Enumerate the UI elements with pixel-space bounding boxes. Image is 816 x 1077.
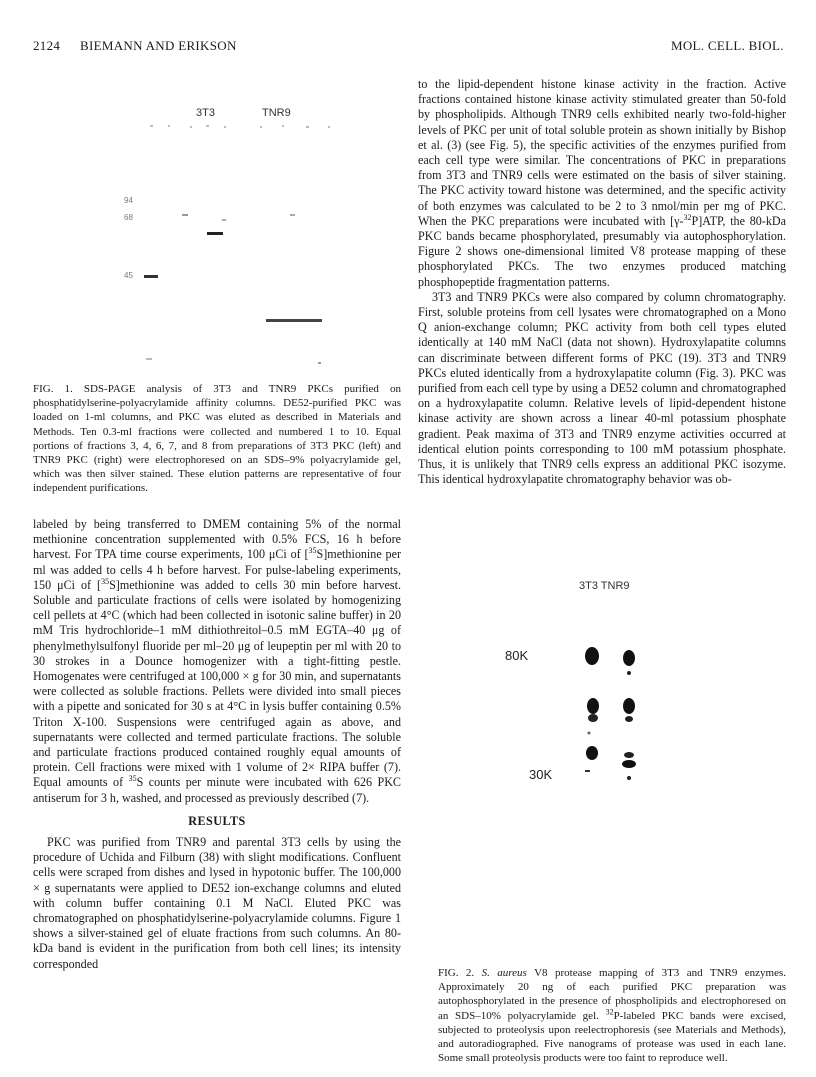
running-authors: BIEMANN AND ERIKSON <box>80 38 237 53</box>
fig2-spot-tnr9-80k <box>623 650 635 666</box>
figure-1-gel-image <box>110 100 410 370</box>
superscript: 35 <box>128 774 137 784</box>
fig2-spot-3t3-80k <box>585 647 599 665</box>
text-run: P]ATP, the 80-kDa PKC bands became phosphorylated, presumably via autophosphorylation. Figure 2 shows one-dimensional limited V8 protease mapping of these phosphorylated PKCs. The two enzymes produced matching phosphopeptide fragmentation patterns. <box>418 213 786 289</box>
fig1-band-faint <box>290 214 295 216</box>
figure-1-caption <box>33 382 401 496</box>
left-column <box>33 517 401 972</box>
right-paragraph-2: 3T3 and TNR9 PKCs were also compared by column chromatography. First, soluble proteins from cell lysates were chromatographed on a Mono Q anion-exchange column; PKC activity from both cell types eluted identically at 140 mM NaCl (data not shown). Hydroxylapatite columns can discriminate between different forms of PKC (19). 3T3 and TNR9 PKCs eluted identically from a hydroxylapatite column (Fig. 3). PKC was purified from each cell type by using a DE52 column and chromatographed on a hydroxylapatite column. Relative levels of lipid-dependent histone kinase activity are shown across a linear 40-ml potassium phosphate gradient. Peak maxima of 3T3 and TNR9 enzyme activities occurred at identical elution points corresponding to 100 mM potassium phosphate. Thus, it is unlikely that TNR9 cells express an additional PKC isozyme. This identical hydroxylapatite chromatography behavior was ob- <box>418 289 786 487</box>
fig2-marker-30k: 30K <box>529 767 553 782</box>
fig2-spot-tnr9-mid <box>623 698 635 714</box>
left-paragraph-methods <box>33 517 401 806</box>
figure-2-caption <box>438 966 786 1065</box>
fig2-lane-labels: 3T3 TNR9 <box>579 580 630 592</box>
fig2-spot-tnr9-low <box>624 752 634 758</box>
superscript: 32 <box>683 212 692 222</box>
fig2-speck <box>588 732 591 735</box>
fig2-spot-tnr9-dot <box>627 671 631 675</box>
fig1-band-faint <box>222 219 226 221</box>
right-column <box>418 77 786 487</box>
caption-run: V8 protease mapping of 3T3 and TNR9 enzymes. Approximately 20 ng of each purified PKC preparation was autophosphorylated in the presence of phospholipids and electrophoresed on an SDS–10% polyacrylamide gel. <box>438 967 787 1022</box>
fig2-spot-tnr9-mid <box>625 716 633 722</box>
caption-species: S. aureus <box>481 967 527 979</box>
fig1-marker-94: 94 <box>124 196 133 205</box>
caption-label: FIG. 2. <box>438 967 475 979</box>
figure-2 <box>505 575 705 815</box>
fig2-spot-3t3-low <box>586 746 598 760</box>
figure-1-caption-text: FIG. 1. SDS-PAGE analysis of 3T3 and TNR9 PKCs purified on phosphatidylserine-polyacrylamide affinity columns. DE52-purified PKC was loaded on 1-ml columns, and PKC was eluted as described in Materials and Methods. Ten 0.3-ml fractions were collected and numbered 1 to 10. Equal portions of fractions 3, 4, 6, 7, and 8 from preparations of 3T3 PKC (left) and TNR9 PKC (right) were electrophoresed on an SDS–9% polyacrylamide gel, which was then silver stained. These elution patterns are representative of four independent purifications. <box>33 383 401 495</box>
page-number: 2124 <box>33 38 61 53</box>
fig2-spot-3t3-mid <box>588 714 598 722</box>
fig1-speck <box>318 362 321 364</box>
superscript: 35 <box>101 576 110 586</box>
fig2-spot-tnr9-low <box>622 760 636 768</box>
superscript: 32 <box>605 1006 614 1016</box>
fig1-lane-label-3t3: 3T3 <box>196 107 215 119</box>
figure-2-autoradiograph <box>505 575 705 815</box>
fig2-spot-tnr9-dot <box>627 776 631 780</box>
fig1-band-3t3 <box>207 232 223 235</box>
figure-2-caption-text <box>438 966 786 1065</box>
results-heading: RESULTS <box>188 813 246 828</box>
superscript: 35 <box>308 546 317 556</box>
caption-run: P-labeled PKC bands were excised, subjected to proteolysis upon reelectrophoresis (see Materials and Methods), and autoradiographed. Five nanograms of protease was used in each lane. Some small proteolysis products were too faint to reproduce well. <box>438 1009 786 1065</box>
text-run: S]methionine was added to cells 30 min before harvest. Soluble and particulate fractions of cells were isolated by homogenizing cell pellets at 4°C (which had been collected in isotonic saline buffer) in 20 mM Tris hydrochloride–1 mM dithiothreitol–0.5 mM EGTA–40 μg of phenylmethylsulfonyl fluoride per ml–20 μg of leupeptin per ml with 20 to 30 strokes in a Dounce homogenizer with a tight-fitting pestle. Homogenates were centrifuged at 100,000 × g for 30 min, and supernatants were collected as soluble fractions. Pellets were divided into small pieces with a pipette and sonicated for 30 s at 4°C in lysis buffer containing 0.5% Triton X-100. Suspensions were centrifuged again as above, and supernatants were collected and termed particulate fractions. The soluble and particulate fractions produced contained roughly equal amounts of protein. Cell fractions were mixed with 1 volume of 2× RIPA buffer (7). Equal amounts of <box>33 577 401 790</box>
fig1-marker-45: 45 <box>124 271 133 280</box>
fig1-top-specks <box>150 125 330 128</box>
fig1-speck <box>146 358 152 360</box>
text-run: S counts per minute were incubated with 626 PKC antiserum for 3 h, washed, and processed as previously described (7). <box>33 775 401 805</box>
right-paragraph-1 <box>418 77 786 290</box>
fig1-band-faint <box>182 214 188 216</box>
running-journal: MOL. CELL. BIOL. <box>671 38 784 53</box>
text-run: S]methionine per ml was added to cells 4 h before harvest. For pulse-labeling experiments, 150 μCi of [ <box>33 547 401 592</box>
fig1-marker-68: 68 <box>124 213 133 222</box>
text-run: labeled by being transferred to DMEM containing 5% of the normal methionine concentration supplemented with 0.5% FCS, 16 h before harvest. For TPA time course experiments, 100 μCi of [ <box>33 517 401 562</box>
fig1-lane-label-tnr9: TNR9 <box>262 107 291 119</box>
text-run: to the lipid-dependent histone kinase activity in the fraction. Active fractions contained histone kinase activity stimulated greater than 50-fold by phospholipids. Although TNR9 cells exhibited nearly two-fold-higher levels of PKC per unit of total soluble protein as shown initially by Bishop et al. (3) (see Fig. 5), the specific activities of the enzymes purified from each cell type were similar. The concentrations of PKC in preparations from 3T3 and TNR9 cells were estimated on the basis of silver staining. The PKC activity toward histone was determined, and the specific activity of both enzymes was calculated to be 2 to 3 nmol/min per mg of PKC. When the PKC preparations were incubated with [γ- <box>418 77 786 228</box>
left-paragraph-results: PKC was purified from TNR9 and parental 3T3 cells by using the procedure of Uchida and Filburn (38) with slight modifications. Confluent cells were scraped from dishes and lysed in hypotonic buffer. The 100,000 × g supernatants were applied to DE52 ion-exchange columns and eluted with column buffer containing 0.1 M NaCl. Eluted PKC was chromatographed on phosphatidylserine-polyacrylamide columns. Figure 1 shows a silver-stained gel of eluate fractions from such columns. An 80-kDa band is evident in the purification from both cell lines; its intensity corresponded <box>33 835 401 971</box>
fig2-marker-80k: 80K <box>505 648 529 663</box>
figure-1 <box>110 100 410 370</box>
fig2-spot-3t3-mid <box>587 698 599 714</box>
fig1-band-tnr9 <box>266 319 322 322</box>
fig1-marker-band-45 <box>144 275 158 278</box>
fig2-spot-3t3-small <box>585 770 590 772</box>
